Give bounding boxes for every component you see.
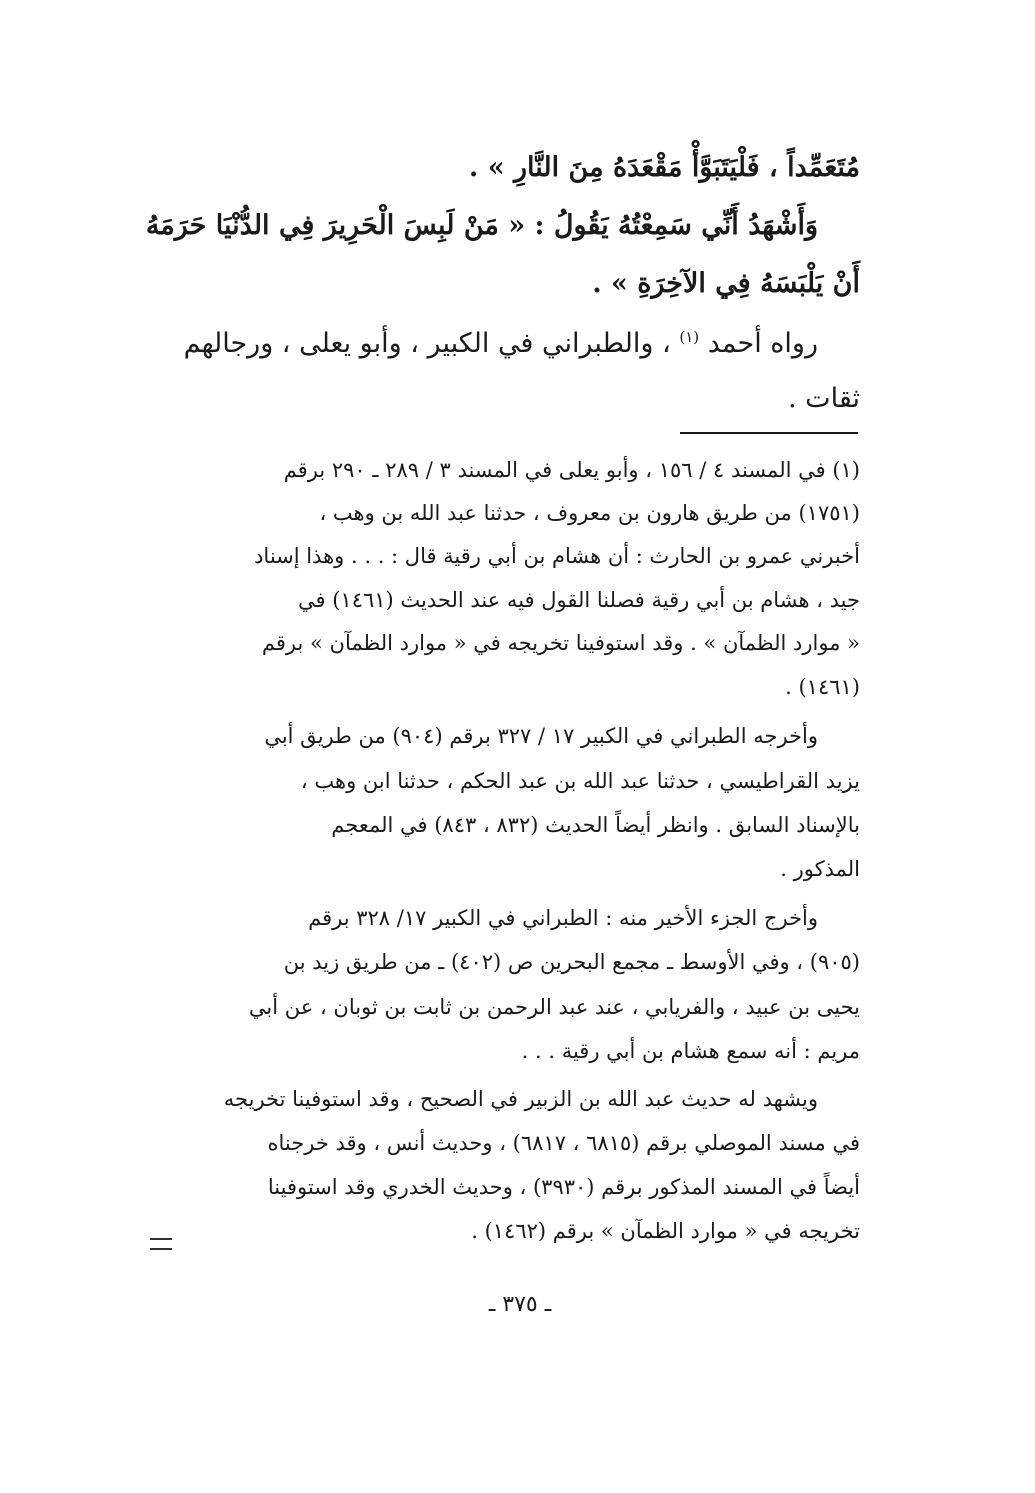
footnote-line: يزيد القراطيسي ، حدثنا عبد الله بن عبد الحكم ، حدثنا ابن وهب ،: [300, 769, 860, 793]
page-number: ـ ٣٧٥ ـ: [488, 1292, 552, 1317]
footnote-reference[interactable]: (١): [679, 328, 700, 346]
narration-line-2: ثقات .: [788, 383, 860, 414]
hadith-line-2: وَأَشْهَدُ أَنِّي سَمِعْتُهُ يَقُولُ : « مَنْ لَبِسَ الْحَرِيرَ فِي الدُّنْيَا حَرَمَهُ: [145, 210, 818, 241]
footnote-line: أخبرني عمرو بن الحارث : أن هشام بن أبي رقية قال : . . . وهذا إسناد: [254, 544, 860, 568]
footnote-line: يحيى بن عبيد ، والفريابي ، عند عبد الرحمن بن ثابت بن ثوبان ، عن أبي: [248, 995, 860, 1019]
narration-text-end: ، والطبراني في الكبير ، وأبو يعلى ، ورجالهم: [183, 328, 671, 359]
footnote-line: (١٤٦١) .: [785, 675, 860, 699]
hadith-line-3: أَنْ يَلْبَسَهُ فِي الآخِرَةِ » .: [592, 268, 860, 299]
footnote-line: ويشهد له حديث عبد الله بن الزبير في الصحيح ، وقد استوفينا تخريجه: [223, 1087, 818, 1111]
footnote-line: جيد ، هشام بن أبي رقية فصلنا القول فيه عند الحديث (١٤٦١) في: [298, 588, 860, 612]
hadith-line-1: مُتَعَمِّداً ، فَلْيَتَبَوَّأْ مَقْعَدَهُ مِنَ النَّارِ » .: [468, 152, 860, 183]
footnote-line: تخريجه في « موارد الظمآن » برقم (١٤٦٢) .: [471, 1219, 860, 1243]
narration-line-1: [175, 328, 860, 360]
narration-text-start: رواه أحمد: [707, 328, 818, 359]
footnote-line: (١٧٥١) من طريق هارون بن معروف ، حدثنا عبد الله بن وهب ،: [319, 501, 860, 525]
footnote-line: « موارد الظمآن » . وقد استوفينا تخريجه في « موارد الظمآن » برقم: [261, 631, 860, 655]
footnote-line: أيضاً في المسند المذكور برقم (٣٩٣٠) ، وحديث الخدري وقد استوفينا: [267, 1175, 860, 1199]
footnote-line: (١) في المسند ٤ / ١٥٦ ، وأبو يعلى في المسند ٣ / ٢٨٩ ـ ٢٩٠ برقم: [283, 458, 860, 482]
footnote-line: بالإسناد السابق . وانظر أيضاً الحديث (٨٣٢ ، ٨٤٣) في المعجم: [331, 813, 860, 837]
footnote-line: (٩٠٥) ، وفي الأوسط ـ مجمع البحرين ص (٤٠٢) ـ من طريق زيد بن: [283, 950, 860, 974]
margin-mark: [150, 1238, 172, 1250]
footnote-line: في مسند الموصلي برقم (٦٨١٥ ، ٦٨١٧) ، وحديث أنس ، وقد خرجناه: [267, 1131, 860, 1155]
footnote-line: مريم : أنه سمع هشام بن أبي رقية . . .: [521, 1039, 860, 1063]
footnote-line: وأخرجه الطبراني في الكبير ١٧ / ٣٢٧ برقم (٩٠٤) من طريق أبي: [264, 724, 818, 748]
footnote-line: المذكور .: [780, 857, 860, 881]
footnote-line: وأخرج الجزء الأخير منه : الطبراني في الكبير ١٧/ ٣٢٨ برقم: [308, 906, 818, 930]
footnote-separator: [680, 432, 858, 434]
